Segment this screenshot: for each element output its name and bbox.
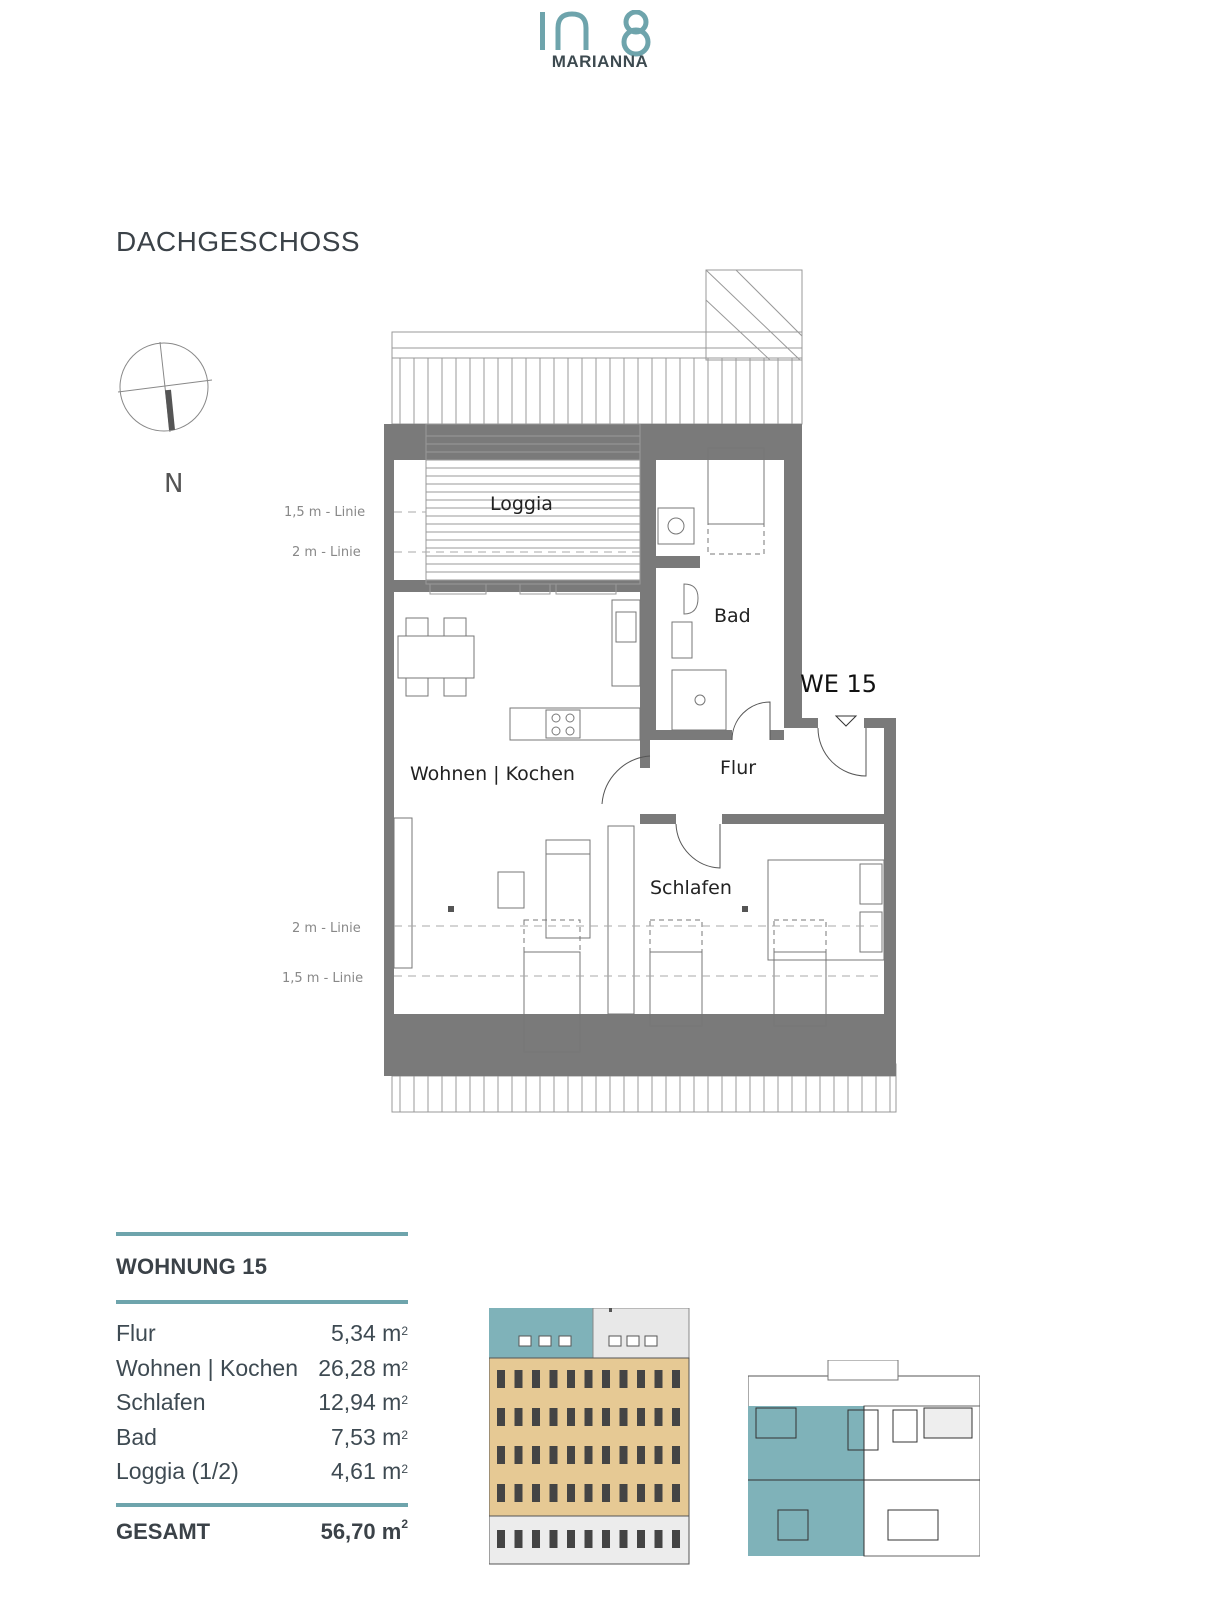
room-area: 12,94 $m^2$ (318, 1389, 408, 1415)
total-row (116, 1516, 408, 1545)
floor-title: DACHGESCHOSS (116, 226, 361, 257)
height-line-label: 1,5 m - Linie (282, 971, 364, 986)
room-row (116, 1385, 408, 1420)
height-line-label: 1,5 m - Linie (284, 505, 366, 520)
roof-top-hatch (392, 270, 802, 424)
unit-label: WE 15 (800, 670, 878, 698)
compass-icon (118, 342, 212, 432)
room-name: Wohnen | Kochen (116, 1354, 299, 1381)
apartment-title: WOHNUNG 15 (116, 1254, 268, 1279)
north-label: N (164, 469, 184, 499)
room-row (116, 1351, 408, 1386)
room-label-loggia: Loggia (490, 493, 553, 515)
room-area: 4,61 $m^2$ (330, 1458, 408, 1484)
room-list (116, 1316, 408, 1489)
building-facade-image (489, 1308, 693, 1566)
brand-name: MARIANNA (551, 52, 649, 71)
room-label-flur: Flur (720, 757, 757, 779)
total-label: GESAMT (116, 1518, 211, 1544)
room-label-schlafen: Schlafen (650, 877, 732, 899)
height-line-label: 2 m - Linie (292, 545, 361, 560)
room-label-wohnen-kochen: Wohnen | Kochen (410, 763, 575, 785)
room-row (116, 1454, 408, 1489)
room-area: 5,34 $m^2$ (330, 1320, 408, 1346)
divider (116, 1232, 408, 1236)
room-area: 7,53 $m^2$ (330, 1423, 408, 1450)
room-area: 26,28 $m^2$ (318, 1354, 408, 1381)
key-plan-image (748, 1360, 980, 1560)
room-name: Schlafen (116, 1389, 206, 1415)
total-area: 56,70 $m^2$ (320, 1516, 408, 1544)
room-label-bad: Bad (714, 605, 751, 627)
room-name: Flur (116, 1320, 156, 1346)
divider (116, 1300, 408, 1304)
room-row (116, 1420, 408, 1455)
room-row (116, 1316, 408, 1351)
height-line-label: 2 m - Linie (292, 921, 361, 936)
room-name: Loggia (1/2) (116, 1458, 239, 1484)
area-summary (116, 1232, 408, 1545)
divider (116, 1503, 408, 1507)
room-name: Bad (116, 1423, 157, 1450)
